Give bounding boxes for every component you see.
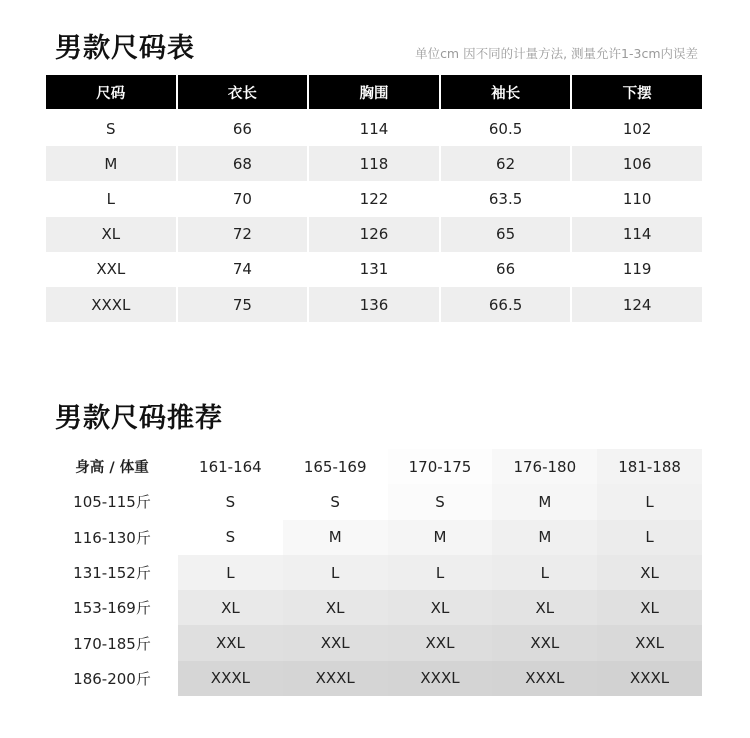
table-cell: 102 <box>572 111 702 146</box>
recommended-size-cell: XXXL <box>492 661 597 696</box>
table-cell: 65 <box>441 217 571 252</box>
height-header-cell: 181-188 <box>597 449 702 484</box>
measurement-note: 单位cm 因不同的计量方法, 测量允许1-3cm内误差 <box>415 46 698 61</box>
size-chart-header-cell: 尺码 <box>46 75 176 109</box>
table-row <box>46 625 702 660</box>
recommended-size-cell: S <box>283 484 388 519</box>
recommended-size-cell: L <box>597 520 702 555</box>
table-cell: L <box>46 181 176 216</box>
table-cell: XL <box>46 217 176 252</box>
size-chart-header-cell: 胸围 <box>309 75 439 109</box>
table-cell: 119 <box>572 252 702 287</box>
size-chart-header-cell: 衣长 <box>178 75 308 109</box>
table-cell: S <box>46 111 176 146</box>
table-cell: 131 <box>309 252 439 287</box>
recommended-size-cell: XL <box>597 555 702 590</box>
size-chart-header-row <box>46 75 702 109</box>
table-cell: 66 <box>178 111 308 146</box>
table-row <box>46 484 702 519</box>
recommendation-title: 男款尺码推荐 <box>55 403 223 434</box>
table-cell: 74 <box>178 252 308 287</box>
table-cell: 66.5 <box>441 287 571 322</box>
recommended-size-cell: XXL <box>492 625 597 660</box>
table-row <box>46 661 702 696</box>
weight-label: 131-152斤 <box>46 555 178 590</box>
size-chart-header-cell: 下摆 <box>572 75 702 109</box>
weight-label: 153-169斤 <box>46 590 178 625</box>
weight-label: 116-130斤 <box>46 520 178 555</box>
recommended-size-cell: XL <box>178 590 283 625</box>
table-cell: 72 <box>178 217 308 252</box>
recommended-size-cell: L <box>283 555 388 590</box>
recommended-size-cell: XXL <box>178 625 283 660</box>
recommended-size-cell: L <box>388 555 493 590</box>
recommended-size-cell: M <box>492 520 597 555</box>
recommended-size-cell: XXXL <box>597 661 702 696</box>
table-cell: 106 <box>572 146 702 181</box>
recommended-size-cell: M <box>388 520 493 555</box>
table-cell: M <box>46 146 176 181</box>
table-row <box>46 287 702 322</box>
recommended-size-cell: XXXL <box>283 661 388 696</box>
recommended-size-cell: XL <box>283 590 388 625</box>
height-header-cell: 170-175 <box>388 449 493 484</box>
recommended-size-cell: S <box>178 520 283 555</box>
recommended-size-cell: XXL <box>388 625 493 660</box>
recommended-size-cell: XXXL <box>178 661 283 696</box>
table-cell: XXL <box>46 252 176 287</box>
table-row <box>46 111 702 146</box>
recommended-size-cell: XL <box>388 590 493 625</box>
weight-label: 186-200斤 <box>46 661 178 696</box>
recommendation-header-row <box>46 449 702 484</box>
recommended-size-cell: XL <box>492 590 597 625</box>
table-cell: 60.5 <box>441 111 571 146</box>
recommended-size-cell: L <box>492 555 597 590</box>
table-cell: XXXL <box>46 287 176 322</box>
table-cell: 66 <box>441 252 571 287</box>
recommended-size-cell: XXL <box>283 625 388 660</box>
table-cell: 124 <box>572 287 702 322</box>
table-cell: 62 <box>441 146 571 181</box>
table-cell: 68 <box>178 146 308 181</box>
recommended-size-cell: M <box>283 520 388 555</box>
weight-label: 170-185斤 <box>46 625 178 660</box>
recommended-size-cell: XXXL <box>388 661 493 696</box>
recommended-size-cell: S <box>388 484 493 519</box>
size-chart-title: 男款尺码表 <box>55 33 195 64</box>
recommended-size-cell: M <box>492 484 597 519</box>
table-cell: 63.5 <box>441 181 571 216</box>
table-row <box>46 252 702 287</box>
table-cell: 70 <box>178 181 308 216</box>
table-cell: 114 <box>572 217 702 252</box>
table-row <box>46 146 702 181</box>
recommendation-table <box>46 449 702 696</box>
table-cell: 122 <box>309 181 439 216</box>
table-row <box>46 181 702 216</box>
table-row <box>46 590 702 625</box>
table-cell: 118 <box>309 146 439 181</box>
table-cell: 136 <box>309 287 439 322</box>
table-row <box>46 520 702 555</box>
size-chart-table <box>46 75 702 322</box>
height-header-cell: 161-164 <box>178 449 283 484</box>
table-row <box>46 555 702 590</box>
table-cell: 75 <box>178 287 308 322</box>
recommended-size-cell: L <box>597 484 702 519</box>
weight-label: 105-115斤 <box>46 484 178 519</box>
recommended-size-cell: XL <box>597 590 702 625</box>
recommended-size-cell: XXL <box>597 625 702 660</box>
table-row <box>46 217 702 252</box>
size-chart-header-cell: 袖长 <box>441 75 571 109</box>
corner-label: 身高 / 体重 <box>46 449 178 484</box>
height-header-cell: 165-169 <box>283 449 388 484</box>
table-cell: 110 <box>572 181 702 216</box>
height-header-cell: 176-180 <box>492 449 597 484</box>
recommended-size-cell: L <box>178 555 283 590</box>
table-cell: 126 <box>309 217 439 252</box>
table-cell: 114 <box>309 111 439 146</box>
recommended-size-cell: S <box>178 484 283 519</box>
